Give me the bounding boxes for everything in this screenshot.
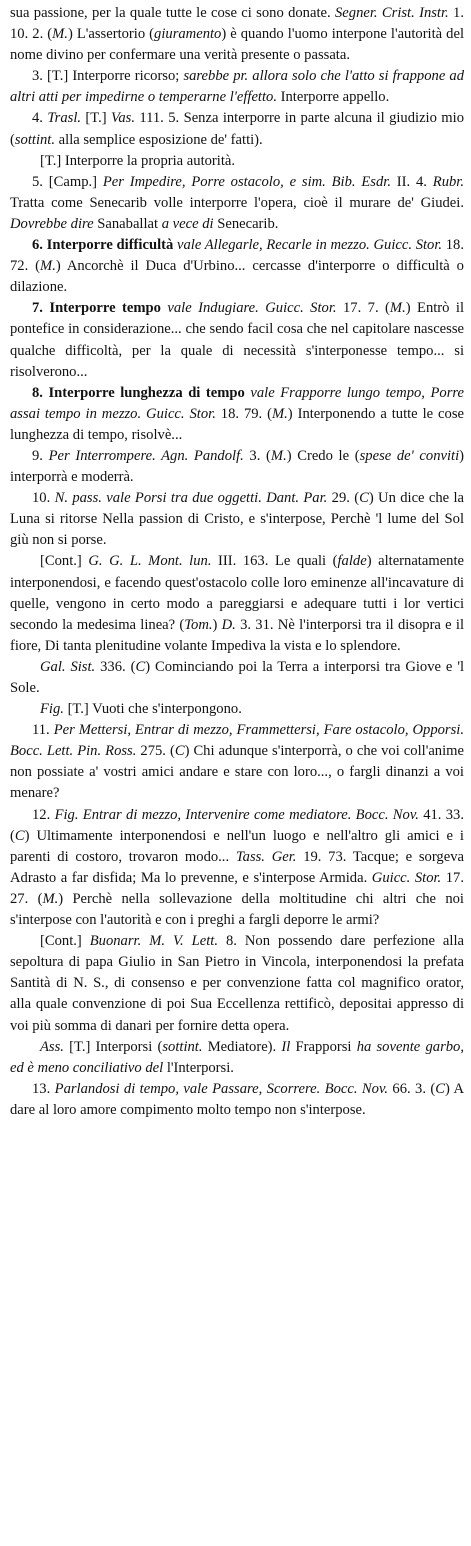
entry-paragraph: 11. Per Mettersi, Entrar di mezzo, Frammettersi, Fare ostacolo, Opporsi. Bocc. Lett. Pin. Ross. 275. (C) Chi adunque s'interporrà, o che voi coll'anime non possiate a' vostri amici andare e stare con loro..., o fargli dinanzi a voi menare? xyxy=(10,722,464,802)
entry-paragraph: 7. Interporre tempo vale Indugiare. Guicc. Stor. 17. 7. (M.) Entrò il pontefice in considerazione... che sendo facil cosa che nel capitolare nascesse qualche difficoltà, per la quale di necessità s'interponesse tempo... si risolverono... xyxy=(10,300,465,380)
entry-paragraph: 3. [T.] Interporre ricorso; sarebbe pr. allora solo che l'atto si frappone ad altri atti per impedirne o temperarne l'effetto. Interporre appello. xyxy=(10,68,464,106)
entry-paragraph: 10. N. pass. vale Porsi tra due oggetti. Dant. Par. 29. (C) Un dice che la Luna si ritorse Nella passion di Cristo, e s'interpose, Perchè 'l lume del Sol giù non si porse. xyxy=(10,490,465,549)
entry-paragraph: Gal. Sist. 336. (C) Cominciando poi la Terra a interporsi tra Giove e 'l Sole. xyxy=(10,658,465,696)
entry-paragraph: 12. Fig. Entrar di mezzo, Intervenire come mediatore. Bocc. Nov. 41. 33. (C) Ultimamente interponendosi e nell'un luogo e nell'altro gli amici e i parenti di costoro, trovaron modo... Tass. Ger. 19. 73. Tacque; e sorgeva Adrasto a far disfida; Ma lo prevenne, e s'interpose Armida. Guicc. Stor. 17. 27. (M.) Perchè nella sollevazione della moltitudine chi altri che noi s'interpose con l'autorità e con i preghi a fargli deporre le armi? xyxy=(10,806,464,929)
entry-paragraph: [Cont.] Buonarr. M. V. Lett. 8. Non possendo dare perfezione alla sepoltura di papa Giulio in San Pietro in Vincola, interponendosi la prefata Santità di N. S., di consenso e per convenzione fatta col magnifico orator, alla quale convenzione di poi Sua Eccellenza rettificò, depositai appresso di voi più somma di danari per fornire detta opera. xyxy=(10,933,464,1034)
entry-paragraph: 5. [Camp.] Per Impedire, Porre ostacolo, e sim. Bib. Esdr. II. 4. Rubr. Tratta come Senecarib volle interporre l'opera, cioè il murare de' Giudei. Dovrebbe dire Sanaballat a vece di Senecarib. xyxy=(10,173,464,232)
entry-paragraph: [T.] Interporre la propria autorità. xyxy=(40,152,236,169)
entry-paragraph: Fig. [T.] Vuoti che s'interpongono. xyxy=(40,701,242,718)
entry-paragraph: sua passione, per la quale tutte le cose ci sono donate. Segner. Crist. Instr. 1. 10. 2. (M.) L'assertorio (giuramento) è quando l'uomo interpone l'autorità del nome divino per confermare una verità presente o passata. xyxy=(10,5,465,64)
entry-paragraph: 13. Parlandosi di tempo, vale Passare, Scorrere. Bocc. Nov. 66. 3. (C) A dare al loro amore compimento molto tempo non s'interpose. xyxy=(10,1080,464,1118)
entry-paragraph: [Cont.] G. G. L. Mont. lun. III. 163. Le quali (falde) alternatamente interponendosi, e facendo quest'ostacolo colle loro eminenze all'incavature di quelle, vengono in certo modo a pareggiarsi e adequare tutti i lor vertici secondo la medesima linea? (Tom.) D. 3. 31. Nè l'interporsi tra il disopra e il fiore, Di tanta plenitudine volante Impediva la vista e lo splendore. xyxy=(10,553,465,654)
entry-paragraph: 4. Trasl. [T.] Vas. 111. 5. Senza interporre in parte alcuna il giudizio mio (sottint. alla semplice esposizione de' fatti). xyxy=(10,110,465,148)
entry-paragraph: 9. Per Interrompere. Agn. Pandolf. 3. (M.) Credo le (spese de' conviti) interporrà e moderrà. xyxy=(10,447,465,486)
entry-paragraph: 6. Interporre difficultà vale Allegarle, Recarle in mezzo. Guicc. Stor. 18. 72. (M.) Ancorchè il Duca d'Urbino... cercasse d'interporre o difficultà o dilazione. xyxy=(10,237,464,296)
entry-paragraph: 8. Interporre lunghezza di tempo vale Frapporre lungo tempo, Porre assai tempo in mezzo. Guicc. Stor. 18. 79. (M.) Interponendo a tutte le cose lunghezza di tempo, risolvè... xyxy=(10,384,464,443)
entry-paragraph: Ass. [T.] Interporsi (sottint. Mediatore). Il Frapporsi ha sovente garbo, ed è meno conciliativo del l'Interporsi. xyxy=(10,1038,464,1076)
